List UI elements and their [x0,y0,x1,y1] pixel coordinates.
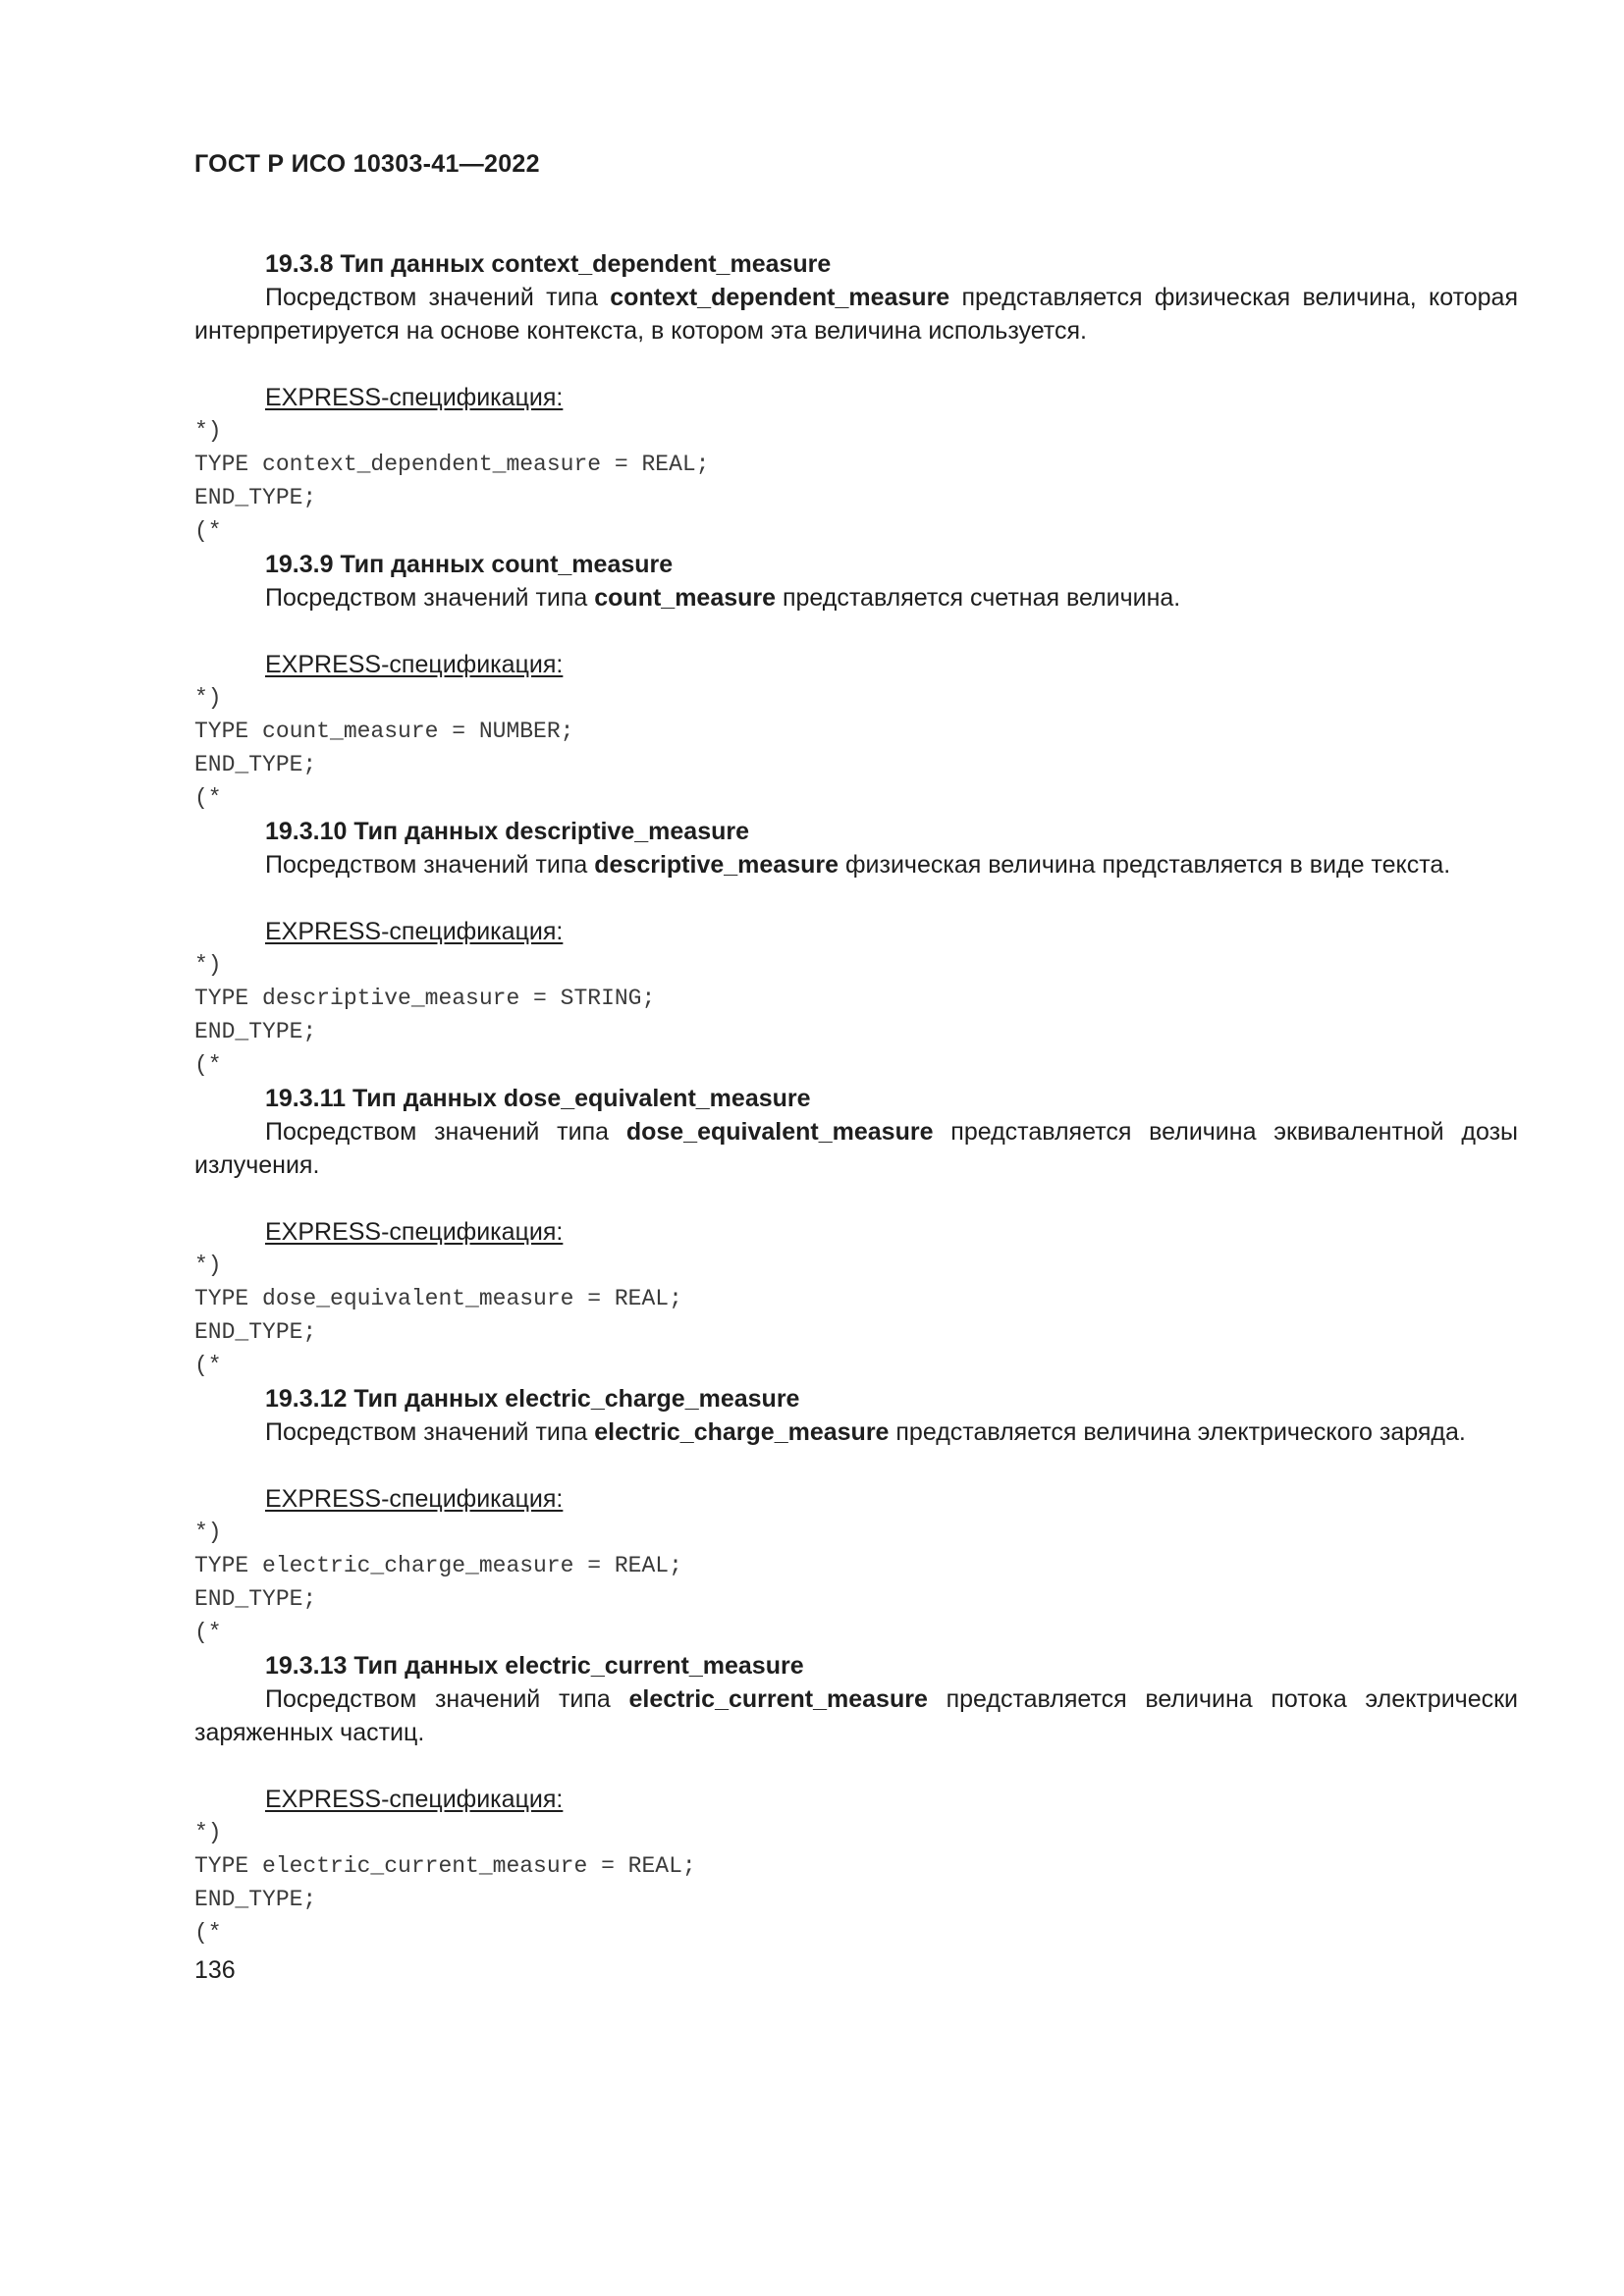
section-19-3-12 [194,1382,1518,1649]
term-name: dose_equivalent_measure [625,1118,934,1146]
section-19-3-11 [194,1082,1518,1382]
code-open: *) [194,952,222,978]
section-paragraph: Посредством значений типа electric_current_measure представляется величина потока электрически заряженных частиц. [194,1685,1518,1746]
section-title: 19.3.10 Тип данных descriptive_measure [265,818,750,845]
code-end-type: END_TYPE; [194,485,317,510]
section-paragraph: Посредством значений типа electric_charge_measure представляется величина электрического заряда. [265,1418,1466,1446]
code-type-line: TYPE context_dependent_measure = REAL; [194,452,710,477]
term-name: count_measure [594,584,777,612]
code-end-type: END_TYPE; [194,1319,317,1345]
code-close: (* [194,1620,222,1645]
section-title: 19.3.12 Тип данных electric_charge_measure [265,1385,800,1413]
section-19-3-10 [194,815,1518,1082]
code-open: *) [194,1253,222,1278]
express-label: EXPRESS-спецификация: [265,651,564,678]
term-name: electric_charge_measure [594,1418,890,1446]
code-close: (* [194,785,222,811]
code-close: (* [194,518,222,544]
document-page [194,147,1518,1987]
section-title: 19.3.13 Тип данных electric_current_measure [265,1652,804,1680]
code-end-type: END_TYPE; [194,752,317,777]
section-paragraph: Посредством значений типа descriptive_measure физическая величина представляется в виде текста. [265,851,1451,879]
term-name: context_dependent_measure [610,284,950,311]
code-type-line: TYPE descriptive_measure = STRING; [194,986,656,1011]
code-open: *) [194,418,222,444]
section-paragraph: Посредством значений типа dose_equivalent_measure представляется величина эквивалентной дозы излучения. [194,1118,1519,1179]
section-title: 19.3.11 Тип данных dose_equivalent_measure [265,1085,811,1112]
section-title: 19.3.9 Тип данных count_measure [265,551,674,578]
code-close: (* [194,1353,222,1378]
express-label: EXPRESS-спецификация: [265,384,564,411]
section-title: 19.3.8 Тип данных context_dependent_measure [265,250,832,278]
term-name: descriptive_measure [594,851,839,879]
term-name: electric_current_measure [628,1685,928,1713]
code-type-line: TYPE electric_current_measure = REAL; [194,1853,696,1879]
express-label: EXPRESS-спецификация: [265,1218,564,1246]
code-close: (* [194,1920,222,1946]
page-number: 136 [194,1956,236,1984]
code-type-line: TYPE count_measure = NUMBER; [194,719,574,744]
code-open: *) [194,1520,222,1545]
code-end-type: END_TYPE; [194,1586,317,1612]
code-type-line: TYPE electric_charge_measure = REAL; [194,1553,682,1578]
code-open: *) [194,685,222,711]
section-19-3-13 [194,1649,1518,1949]
section-paragraph: Посредством значений типа context_dependent_measure представляется физическая величина, которая интерпретируется на основе контекста, в котором эта величина используется. [194,284,1519,345]
document-header: ГОСТ Р ИСО 10303-41—2022 [194,150,540,178]
express-label: EXPRESS-спецификация: [265,918,564,945]
code-end-type: END_TYPE; [194,1887,317,1912]
express-label: EXPRESS-спецификация: [265,1786,564,1813]
code-end-type: END_TYPE; [194,1019,317,1044]
code-open: *) [194,1820,222,1845]
code-type-line: TYPE dose_equivalent_measure = REAL; [194,1286,682,1311]
section-19-3-9 [194,548,1518,815]
section-19-3-8 [194,247,1518,548]
express-label: EXPRESS-спецификация: [265,1485,564,1513]
section-paragraph: Посредством значений типа count_measure представляется счетная величина. [265,584,1181,612]
code-close: (* [194,1052,222,1078]
